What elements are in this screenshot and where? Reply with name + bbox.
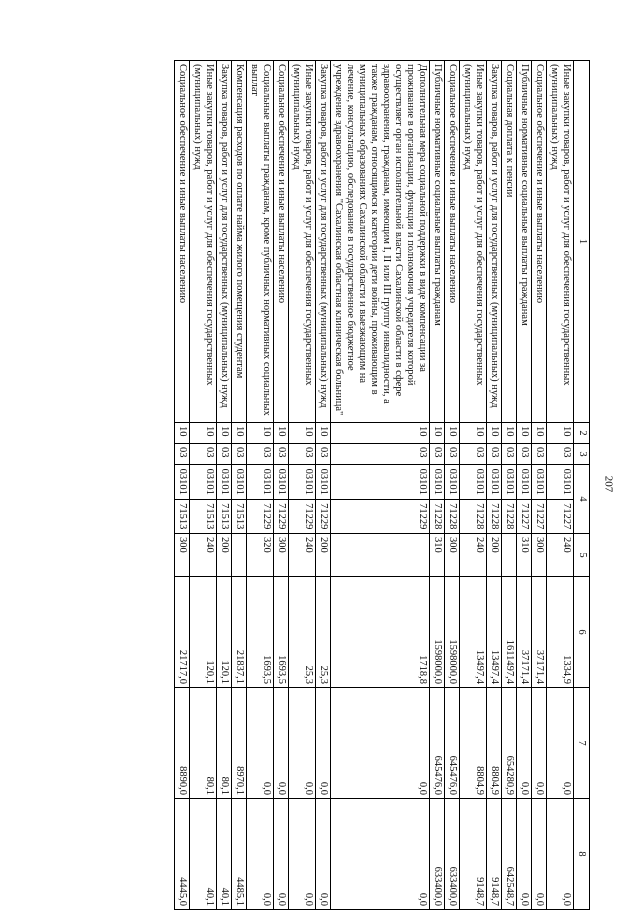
amount-year3-cell: 0,0 (532, 799, 547, 910)
direction-cell: 71227 (517, 499, 532, 534)
table-row (289, 61, 316, 910)
subsection-cell: 03 (445, 444, 460, 465)
header-col-8: 8 (574, 799, 590, 910)
amount-year2-cell: 0,0 (316, 688, 331, 799)
table-row (487, 61, 502, 910)
amount-year2-cell: 8804,9 (487, 688, 502, 799)
subsection-cell: 03 (547, 444, 574, 465)
expense-type-cell: 300 (445, 534, 460, 577)
name-cell: Социальная доплата к пенсии (502, 61, 517, 423)
expense-type-cell: 300 (274, 534, 289, 577)
program-cell: 03101 (517, 465, 532, 500)
section-cell: 10 (190, 423, 217, 444)
amount-year3-cell: 0,0 (274, 799, 289, 910)
program-cell: 03101 (547, 465, 574, 500)
program-cell: 03101 (175, 465, 190, 500)
amount-year3-cell: 0,0 (316, 799, 331, 910)
direction-cell: 71227 (547, 499, 574, 534)
amount-year3-cell: 40,1 (217, 799, 232, 910)
amount-year2-cell: 8804,9 (460, 688, 487, 799)
amount-year1-cell: 1693,5 (247, 577, 274, 688)
rotated-page (60, 60, 590, 906)
amount-year3-cell: 4445,0 (175, 799, 190, 910)
amount-year3-cell: 40,1 (190, 799, 217, 910)
table-row (190, 61, 217, 910)
section-cell: 10 (217, 423, 232, 444)
table-row (532, 61, 547, 910)
program-cell: 03101 (232, 465, 247, 500)
amount-year1-cell: 1598000,0 (445, 577, 460, 688)
name-cell: Иные закупки товаров, работ и услуг для обеспечения государственных (муниципальных) нужд (190, 61, 217, 423)
table-row (247, 61, 274, 910)
amount-year1-cell: 21837,1 (232, 577, 247, 688)
expense-type-cell: 200 (316, 534, 331, 577)
expense-type-cell: 240 (289, 534, 316, 577)
direction-cell: 71227 (532, 499, 547, 534)
name-cell: Дополнительная мера социальной поддержки в виде компенсации за проживание в организации, функции и полномочия учредителя которой осуществляет орган исполнительной власти Сахалинской области в сфере здравоохранения, гражданам, имеющим I, II или III группу инвалидности, а также гражданам, относящимся к категории дети войны, проживающим в муниципальных образованиях Сахалинской области и выезжающим на лечение, консультацию, обследование в государственное бюджетное учреждение здравоохранения "Сахалинская областная клиническая больница" (331, 61, 430, 423)
amount-year1-cell: 1598000,0 (430, 577, 445, 688)
header-col-5: 5 (574, 534, 590, 577)
header-col-4: 4 (574, 465, 590, 534)
budget-table (174, 60, 590, 910)
amount-year2-cell: 0,0 (289, 688, 316, 799)
name-cell: Иные закупки товаров, работ и услуг для обеспечения государственных (муниципальных) нужд (460, 61, 487, 423)
amount-year1-cell: 1718,8 (331, 577, 430, 688)
expense-type-cell: 300 (175, 534, 190, 577)
page-number: 207 (602, 475, 615, 493)
table-row (175, 61, 190, 910)
program-cell: 03101 (289, 465, 316, 500)
subsection-cell: 03 (502, 444, 517, 465)
amount-year3-cell: 633400,0 (445, 799, 460, 910)
amount-year3-cell: 0,0 (547, 799, 574, 910)
expense-type-cell (232, 534, 247, 577)
amount-year1-cell: 37171,4 (517, 577, 532, 688)
name-cell: Социальное обеспечение и иные выплаты населению (532, 61, 547, 423)
amount-year1-cell: 13497,4 (460, 577, 487, 688)
amount-year3-cell: 642548,7 (502, 799, 517, 910)
program-cell: 03101 (247, 465, 274, 500)
amount-year3-cell: 0,0 (331, 799, 430, 910)
amount-year1-cell: 37171,4 (532, 577, 547, 688)
amount-year2-cell: 0,0 (547, 688, 574, 799)
amount-year1-cell: 120,1 (190, 577, 217, 688)
direction-cell: 71513 (232, 499, 247, 534)
program-cell: 03101 (460, 465, 487, 500)
amount-year2-cell: 654280,9 (502, 688, 517, 799)
header-col-1: 1 (574, 61, 590, 423)
amount-year3-cell: 0,0 (289, 799, 316, 910)
section-cell: 10 (331, 423, 430, 444)
section-cell: 10 (532, 423, 547, 444)
table-row (445, 61, 460, 910)
table-row (331, 61, 430, 910)
name-cell: Социальное обеспечение и иные выплаты населению (445, 61, 460, 423)
section-cell: 10 (517, 423, 532, 444)
subsection-cell: 03 (316, 444, 331, 465)
table-row (502, 61, 517, 910)
direction-cell: 71229 (331, 499, 430, 534)
subsection-cell: 03 (175, 444, 190, 465)
amount-year2-cell: 0,0 (247, 688, 274, 799)
direction-cell: 71228 (460, 499, 487, 534)
amount-year2-cell: 0,0 (517, 688, 532, 799)
name-cell: Социальные выплаты гражданам, кроме публичных нормативных социальных выплат (247, 61, 274, 423)
expense-type-cell: 200 (487, 534, 502, 577)
subsection-cell: 03 (289, 444, 316, 465)
name-cell: Иные закупки товаров, работ и услуг для обеспечения государственных (муниципальных) нужд (289, 61, 316, 423)
program-cell: 03101 (487, 465, 502, 500)
program-cell: 03101 (430, 465, 445, 500)
direction-cell: 71229 (247, 499, 274, 534)
expense-type-cell: 320 (247, 534, 274, 577)
section-cell: 10 (445, 423, 460, 444)
program-cell: 03101 (502, 465, 517, 500)
header-col-2: 2 (574, 423, 590, 444)
amount-year3-cell: 4485,1 (232, 799, 247, 910)
direction-cell: 71228 (430, 499, 445, 534)
expense-type-cell: 300 (532, 534, 547, 577)
amount-year2-cell: 0,0 (331, 688, 430, 799)
direction-cell: 71228 (445, 499, 460, 534)
section-cell: 10 (289, 423, 316, 444)
amount-year3-cell: 9148,7 (487, 799, 502, 910)
expense-type-cell (502, 534, 517, 577)
expense-type-cell (331, 534, 430, 577)
amount-year2-cell: 645476,0 (445, 688, 460, 799)
amount-year1-cell: 13497,4 (487, 577, 502, 688)
amount-year1-cell: 1611497,4 (502, 577, 517, 688)
expense-type-cell: 310 (517, 534, 532, 577)
amount-year1-cell: 21717,0 (175, 577, 190, 688)
subsection-cell: 03 (532, 444, 547, 465)
table-row (517, 61, 532, 910)
name-cell: Иные закупки товаров, работ и услуг для обеспечения государственных (муниципальных) нужд (547, 61, 574, 423)
amount-year1-cell: 120,1 (217, 577, 232, 688)
section-cell: 10 (274, 423, 289, 444)
subsection-cell: 03 (190, 444, 217, 465)
program-cell: 03101 (217, 465, 232, 500)
expense-type-cell: 200 (217, 534, 232, 577)
section-cell: 10 (316, 423, 331, 444)
subsection-cell: 03 (517, 444, 532, 465)
amount-year3-cell: 0,0 (517, 799, 532, 910)
amount-year2-cell: 0,0 (532, 688, 547, 799)
program-cell: 03101 (445, 465, 460, 500)
expense-type-cell: 240 (460, 534, 487, 577)
table-row (430, 61, 445, 910)
header-row (574, 61, 590, 910)
name-cell: Закупка товаров, работ и услуг для государственных (муниципальных) нужд (487, 61, 502, 423)
expense-type-cell: 240 (190, 534, 217, 577)
header-col-6: 6 (574, 577, 590, 688)
amount-year2-cell: 80,1 (190, 688, 217, 799)
direction-cell: 71228 (502, 499, 517, 534)
amount-year1-cell: 25,3 (289, 577, 316, 688)
name-cell: Закупка товаров, работ и услуг для государственных (муниципальных) нужд (217, 61, 232, 423)
program-cell: 03101 (532, 465, 547, 500)
direction-cell: 71513 (175, 499, 190, 534)
subsection-cell: 03 (217, 444, 232, 465)
amount-year2-cell: 645476,0 (430, 688, 445, 799)
program-cell: 03101 (274, 465, 289, 500)
subsection-cell: 03 (247, 444, 274, 465)
amount-year3-cell: 0,0 (247, 799, 274, 910)
name-cell: Социальное обеспечение и иные выплаты населению (274, 61, 289, 423)
table-row (316, 61, 331, 910)
table-row (460, 61, 487, 910)
amount-year2-cell: 8890,0 (175, 688, 190, 799)
header-col-3: 3 (574, 444, 590, 465)
name-cell: Публичные нормативные социальные выплаты гражданам (430, 61, 445, 423)
amount-year1-cell: 1334,9 (547, 577, 574, 688)
program-cell: 03101 (331, 465, 430, 500)
expense-type-cell: 240 (547, 534, 574, 577)
name-cell: Компенсация расходов по оплате найма жилого помещения студентам (232, 61, 247, 423)
section-cell: 10 (502, 423, 517, 444)
direction-cell: 71513 (190, 499, 217, 534)
table-row (232, 61, 247, 910)
amount-year2-cell: 80,1 (217, 688, 232, 799)
direction-cell: 71229 (274, 499, 289, 534)
table-row (274, 61, 289, 910)
amount-year3-cell: 9148,7 (460, 799, 487, 910)
section-cell: 10 (247, 423, 274, 444)
direction-cell: 71228 (487, 499, 502, 534)
program-cell: 03101 (190, 465, 217, 500)
name-cell: Публичные нормативные социальные выплаты гражданам (517, 61, 532, 423)
section-cell: 10 (547, 423, 574, 444)
amount-year2-cell: 8970,1 (232, 688, 247, 799)
table-body (175, 61, 574, 910)
name-cell: Социальное обеспечение и иные выплаты населению (175, 61, 190, 423)
direction-cell: 71229 (289, 499, 316, 534)
section-cell: 10 (232, 423, 247, 444)
subsection-cell: 03 (232, 444, 247, 465)
subsection-cell: 03 (430, 444, 445, 465)
amount-year1-cell: 25,3 (316, 577, 331, 688)
expense-type-cell: 310 (430, 534, 445, 577)
section-cell: 10 (460, 423, 487, 444)
section-cell: 10 (430, 423, 445, 444)
name-cell: Закупка товаров, работ и услуг для государственных (муниципальных) нужд (316, 61, 331, 423)
section-cell: 10 (487, 423, 502, 444)
section-cell: 10 (175, 423, 190, 444)
amount-year2-cell: 0,0 (274, 688, 289, 799)
table-row (217, 61, 232, 910)
subsection-cell: 03 (460, 444, 487, 465)
program-cell: 03101 (316, 465, 331, 500)
subsection-cell: 03 (331, 444, 430, 465)
subsection-cell: 03 (487, 444, 502, 465)
direction-cell: 71229 (316, 499, 331, 534)
amount-year3-cell: 633400,0 (430, 799, 445, 910)
amount-year1-cell: 1693,5 (274, 577, 289, 688)
direction-cell: 71513 (217, 499, 232, 534)
subsection-cell: 03 (274, 444, 289, 465)
table-row (547, 61, 574, 910)
header-col-7: 7 (574, 688, 590, 799)
